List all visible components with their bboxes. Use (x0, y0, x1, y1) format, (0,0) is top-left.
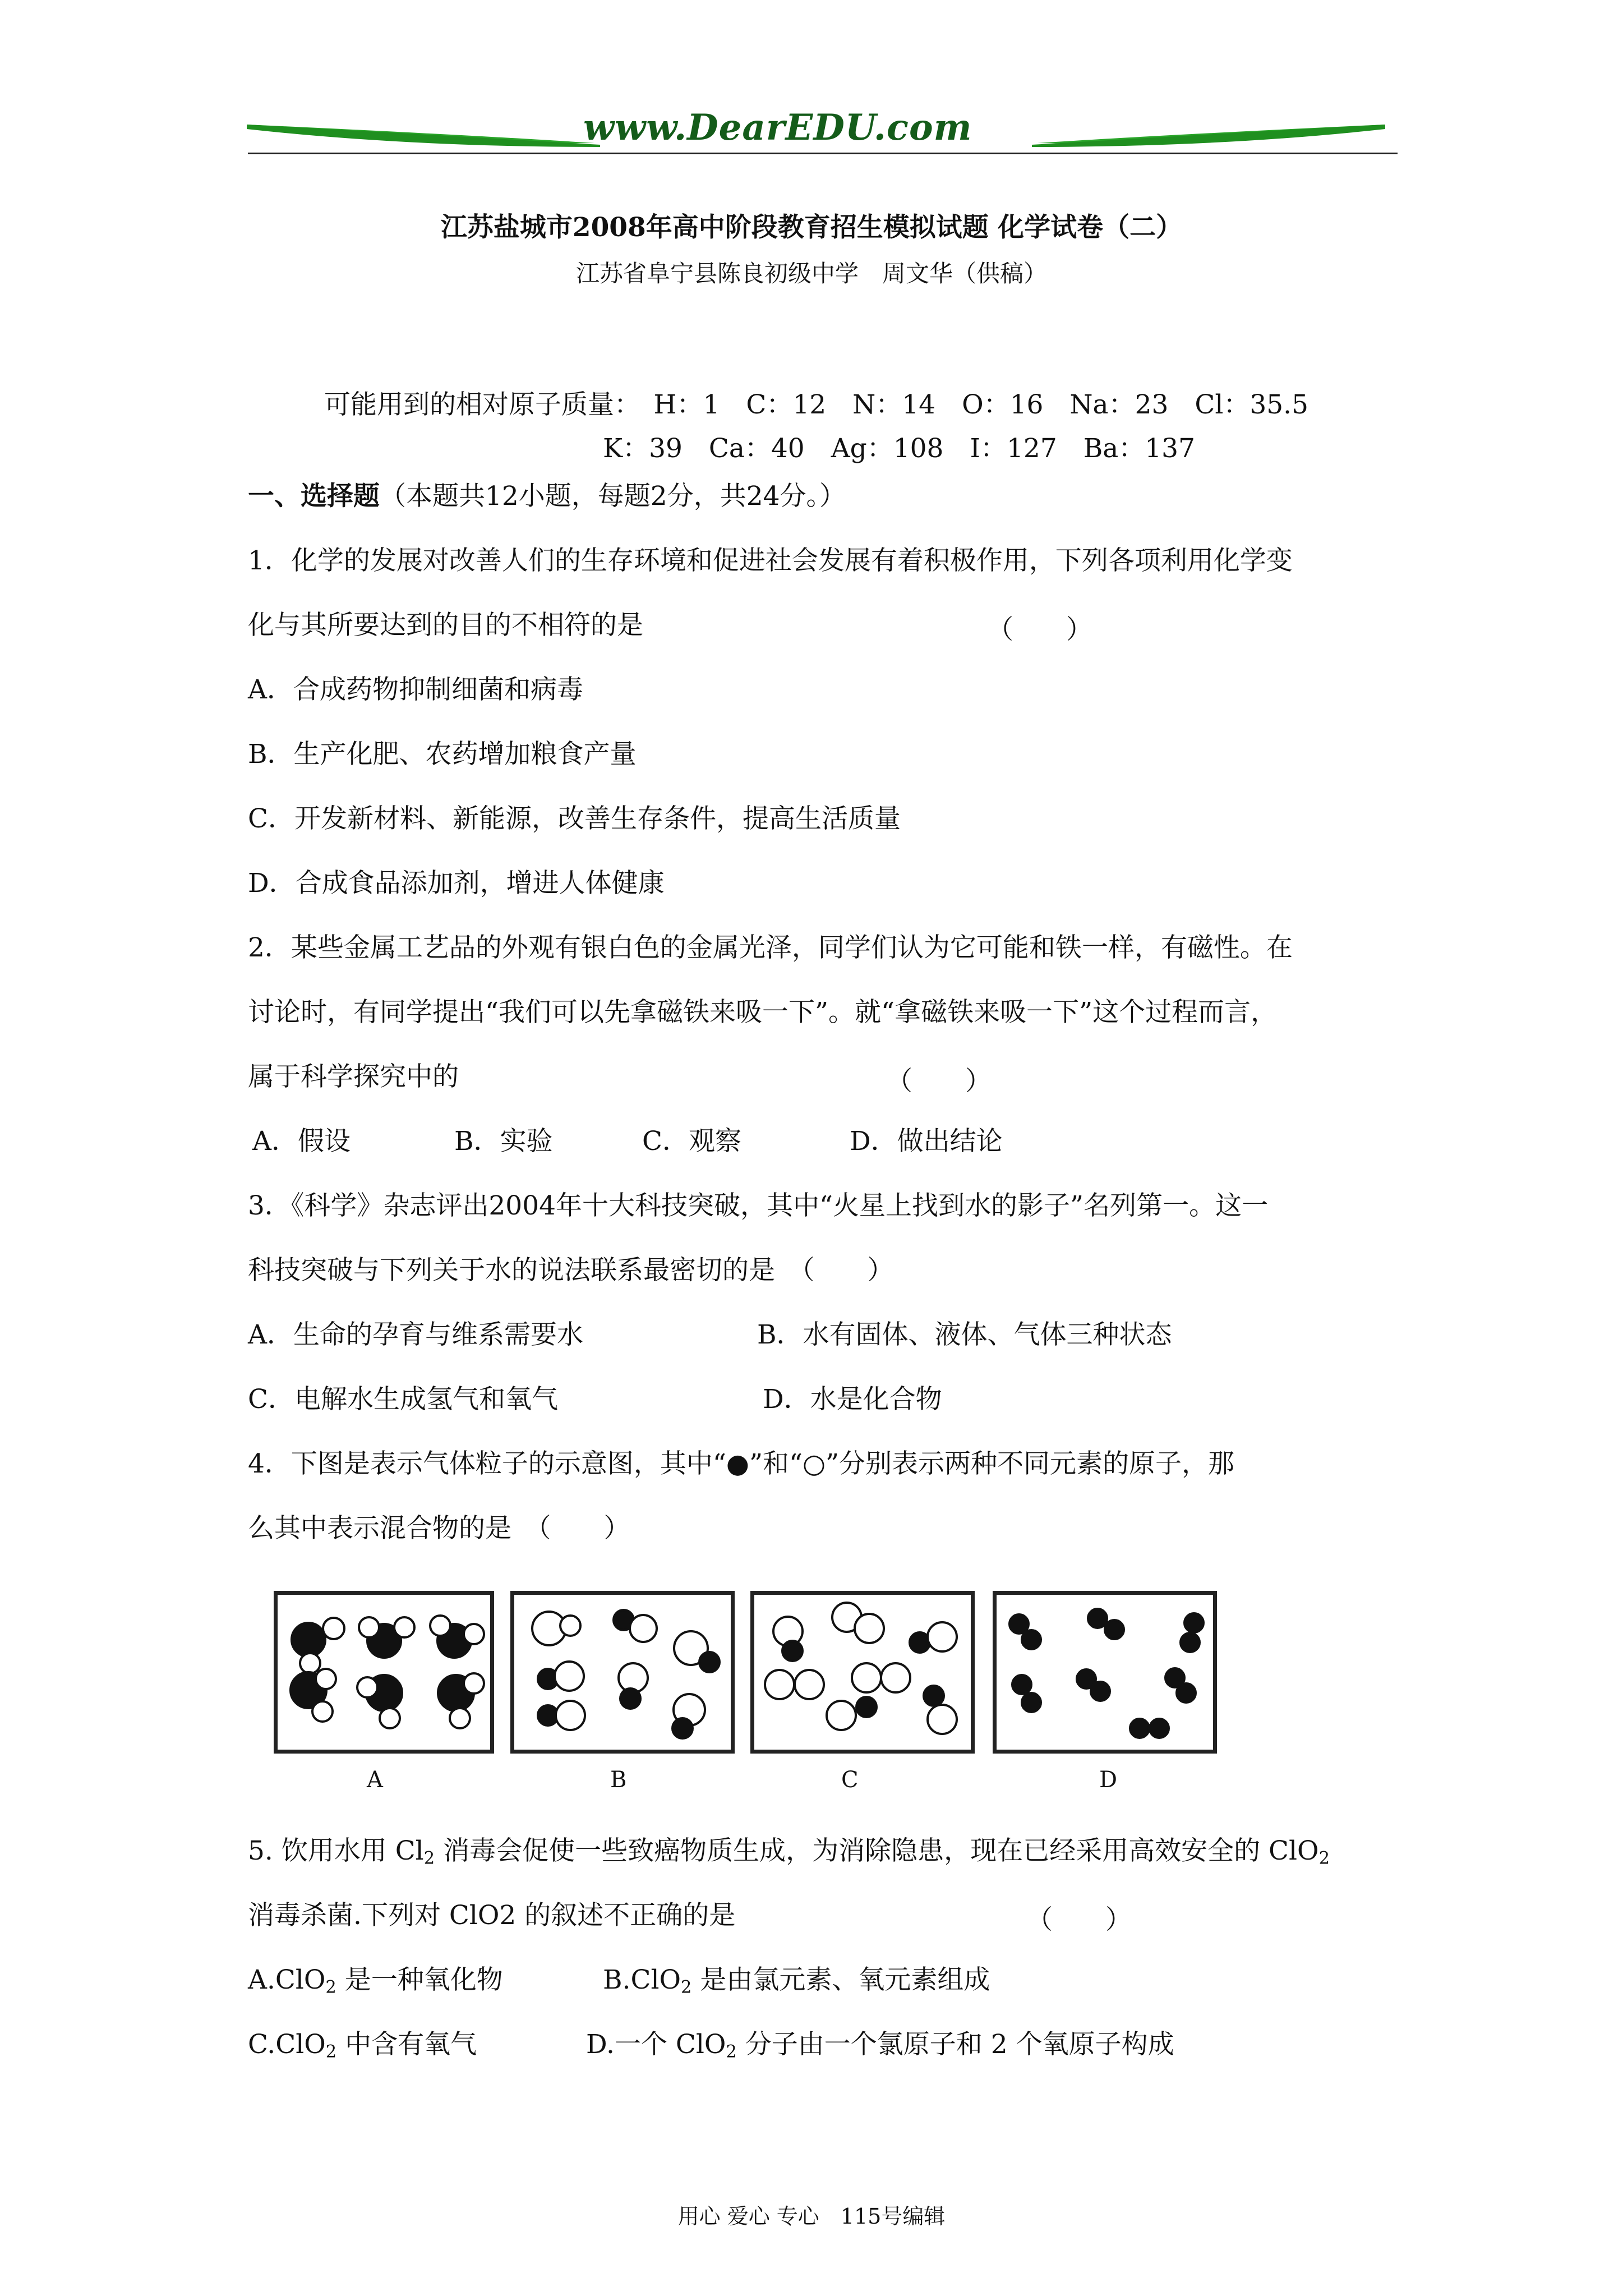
particle-diagram-a (278, 1595, 490, 1750)
q4-line1: 4．下图是表示气体粒子的示意图，其中“●”和“○”分别表示两种不同元素的原子，那 (248, 1448, 1235, 1479)
q5-option-c-sub: 2 (325, 2042, 337, 2062)
page-footer: 用心 爱心 专心 115号编辑 (677, 2204, 946, 2229)
q5-line2: 消毒杀菌.下列对 ClO2 的叙述不正确的是 (248, 1900, 736, 1931)
q3-option-d: D．水是化合物 (763, 1384, 942, 1415)
q5-line1-sub1: 2 (423, 1848, 435, 1869)
q5-option-c-pre: C.ClO (248, 2029, 326, 2060)
q5-option-b-post: 是由氯元素、氧元素组成 (691, 1964, 990, 1995)
logo-text: www.DearEDU.com (583, 107, 972, 149)
q2-line1: 2．某些金属工艺品的外观有银白色的金属光泽，同学们认为它可能和铁一样，有磁性。在 (248, 932, 1293, 963)
q1-answer-paren: （ ） (987, 614, 1092, 645)
q5-option-d (586, 2028, 1174, 2062)
q5-option-a-post: 是一种氧化物 (336, 1964, 503, 1995)
atomic-masses-line1: 可能用到的相对原子质量： H：1 C：12 N：14 O：16 Na：23 Cl：35.5 (324, 389, 1309, 420)
q5-answer-paren: （ ） (1026, 1904, 1132, 1935)
particle-box-b (510, 1591, 735, 1754)
particle-label-a: A (367, 1767, 383, 1793)
q5-option-c-post: 中含有氧气 (336, 2029, 477, 2060)
q5-option-a-sub: 2 (325, 1977, 336, 1998)
q3-option-b: B．水有固体、液体、气体三种状态 (757, 1319, 1172, 1350)
atomic-masses-line2: K：39 Ca：40 Ag：108 I：127 Ba：137 (603, 433, 1195, 464)
q2-option-b: B．实验 (454, 1126, 553, 1157)
q5-option-d-sub: 2 (726, 2042, 737, 2062)
q5-option-a (248, 1963, 503, 1997)
q5-line1-sub2: 2 (1318, 1848, 1330, 1869)
particle-box-a (274, 1591, 494, 1754)
q2-option-d: D．做出结论 (850, 1126, 1003, 1157)
q1-option-b: B．生产化肥、农药增加粮食产量 (248, 739, 637, 770)
particle-diagram-b (514, 1595, 731, 1750)
q1-line1: 1．化学的发展对改善人们的生存环境和促进社会发展有着积极作用，下列各项利用化学变 (248, 545, 1293, 576)
q5-option-c (248, 2028, 477, 2062)
particle-label-d: D (1099, 1767, 1118, 1793)
q2-line2: 讨论时，有同学提出“我们可以先拿磁铁来吸一下”。就“拿磁铁来吸一下”这个过程而言， (248, 997, 1278, 1028)
q3-line1: 3．《科学》杂志评出2004年十大科技突破，其中“火星上找到水的影子”名列第一。这一 (248, 1190, 1269, 1221)
section-note: （本题共12小题，每题2分，共24分。） (380, 481, 846, 512)
header-rule (248, 153, 1398, 154)
q2-option-c: C．观察 (642, 1126, 741, 1157)
q5-option-b (603, 1963, 990, 1997)
q5-option-b-pre: B.ClO (603, 1964, 681, 1995)
q3-line2: 科技突破与下列关于水的说法联系最密切的是 （ ） (248, 1255, 894, 1286)
section-heading (248, 480, 846, 513)
q2-line3: 属于科学探究中的 (248, 1061, 459, 1092)
particle-label-b: B (610, 1767, 627, 1793)
q4-line2: 么其中表示混合物的是 （ ） (248, 1513, 630, 1544)
q2-option-a: A．假设 (252, 1126, 351, 1157)
q5-option-b-sub: 2 (681, 1977, 692, 1998)
q3-option-a: A．生命的孕育与维系需要水 (248, 1319, 583, 1350)
q1-option-c: C．开发新材料、新能源，改善生存条件，提高生活质量 (248, 803, 901, 834)
particle-label-c: C (841, 1767, 859, 1793)
q1-line2: 化与其所要达到的目的不相符的是 (248, 610, 643, 641)
q1-option-a: A．合成药物抑制细菌和病毒 (248, 674, 583, 705)
page-title: 江苏盐城市2008年高中阶段教育招生模拟试题 化学试卷（二） (440, 212, 1183, 243)
particle-box-d (993, 1591, 1217, 1754)
q5-line1 (248, 1834, 1330, 1868)
particle-box-c (750, 1591, 975, 1754)
particle-diagram-d (997, 1595, 1213, 1750)
q5-line1-text-a: 5. 饮用水用 Cl (248, 1835, 424, 1866)
particle-diagram-c (754, 1595, 971, 1750)
author-line: 江苏省阜宁县陈良初级中学 周文华（供稿） (575, 260, 1047, 287)
q5-line1-text-b: 消毒会促使一些致癌物质生成，为消除隐患，现在已经采用高效安全的 ClO (435, 1835, 1319, 1866)
section-title: 一、选择题 (248, 481, 380, 512)
q5-option-a-pre: A.ClO (248, 1964, 326, 1995)
q3-option-c: C．电解水生成氢气和氧气 (248, 1384, 558, 1415)
q5-option-d-post: 分子由一个氯原子和 2 个氧原子构成 (736, 2029, 1174, 2060)
q2-answer-paren: （ ） (886, 1066, 992, 1097)
q1-option-d: D．合成食品添加剂，增进人体健康 (248, 868, 665, 899)
q5-option-d-pre: D.一个 ClO (586, 2029, 726, 2060)
